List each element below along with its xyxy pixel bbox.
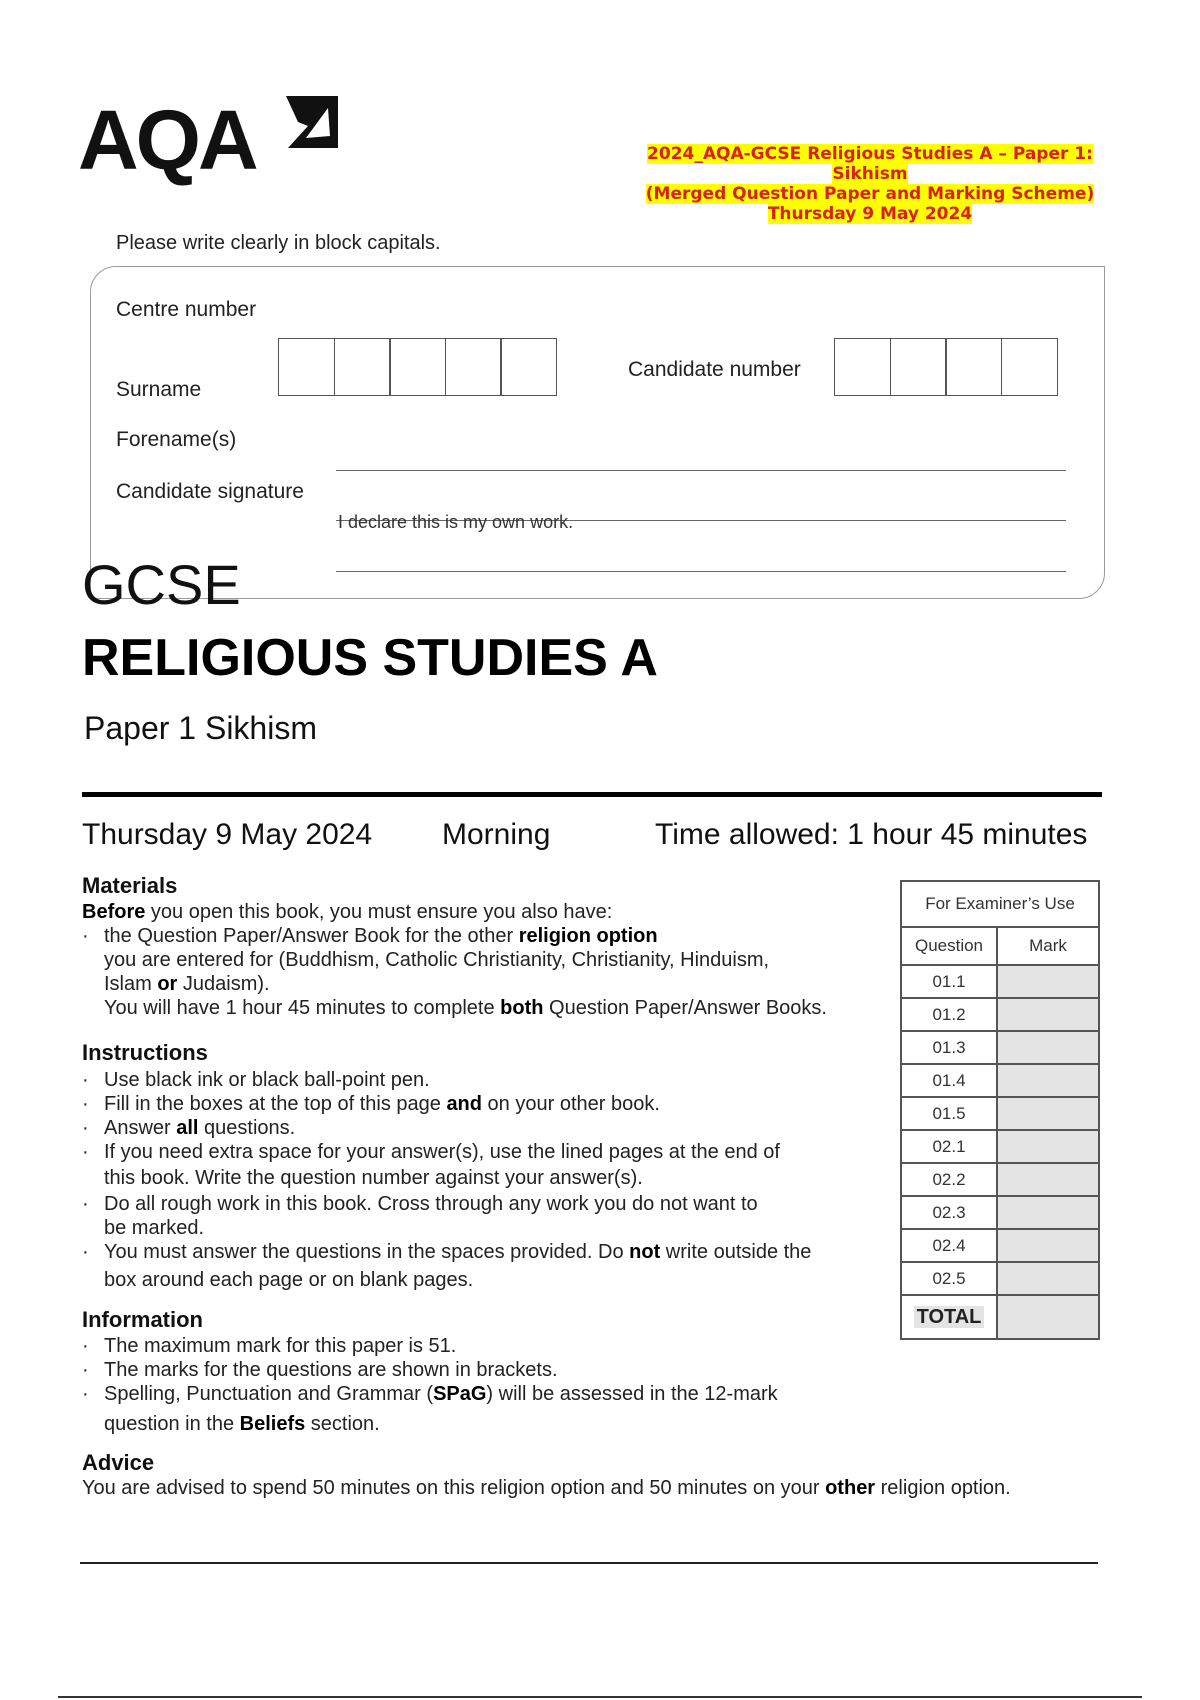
mark-cell[interactable] bbox=[997, 1229, 1099, 1262]
candidate-digit-box[interactable] bbox=[945, 338, 1002, 396]
mark-cell[interactable] bbox=[997, 1262, 1099, 1295]
footer-rule bbox=[80, 1562, 1098, 1564]
instruction-item-line: be marked. bbox=[104, 1217, 205, 1239]
total-row bbox=[901, 1295, 1099, 1339]
table-row bbox=[901, 998, 1099, 1031]
centre-digit-box[interactable] bbox=[389, 338, 446, 396]
question-number: 02.3 bbox=[901, 1196, 997, 1229]
question-number: 02.5 bbox=[901, 1262, 997, 1295]
table-row bbox=[901, 1097, 1099, 1130]
title-line-3: (Merged Question Paper and Marking Scheme) bbox=[645, 184, 1095, 204]
instruction-item: · You must answer the questions in the spaces provided. Do not write outside the bbox=[82, 1241, 812, 1263]
instruction-item: · Answer all questions. bbox=[82, 1117, 296, 1139]
table-row bbox=[901, 965, 1099, 998]
mark-cell[interactable] bbox=[997, 965, 1099, 998]
question-number: 01.2 bbox=[901, 998, 997, 1031]
page-bottom-rule bbox=[58, 1696, 1142, 1698]
question-number: 02.4 bbox=[901, 1229, 997, 1262]
candidate-digit-box[interactable] bbox=[890, 338, 947, 396]
table-row bbox=[901, 1031, 1099, 1064]
centre-number-boxes bbox=[278, 338, 556, 396]
candidate-digit-box[interactable] bbox=[834, 338, 891, 396]
mark-cell[interactable] bbox=[997, 998, 1099, 1031]
table-row bbox=[901, 1130, 1099, 1163]
materials-item-line: Islam or Judaism). bbox=[104, 973, 270, 995]
mark-cell[interactable] bbox=[997, 1130, 1099, 1163]
table-row bbox=[901, 1196, 1099, 1229]
title-line-2: Sikhism bbox=[832, 164, 908, 184]
time-allowed: Time allowed: 1 hour 45 minutes bbox=[655, 818, 1088, 851]
centre-digit-box[interactable] bbox=[445, 338, 502, 396]
instruction-item-line: this book. Write the question number against your answer(s). bbox=[104, 1167, 643, 1189]
materials-heading: Materials bbox=[82, 873, 178, 898]
information-heading: Information bbox=[82, 1307, 203, 1332]
question-number: 01.1 bbox=[901, 965, 997, 998]
aqa-logo bbox=[78, 88, 348, 188]
mark-cell[interactable] bbox=[997, 1064, 1099, 1097]
question-number: 01.3 bbox=[901, 1031, 997, 1064]
instruction-item-line: box around each page or on blank pages. bbox=[104, 1269, 474, 1291]
centre-digit-box[interactable] bbox=[334, 338, 391, 396]
information-item: · The maximum mark for this paper is 51. bbox=[82, 1335, 457, 1357]
centre-digit-box[interactable] bbox=[278, 338, 335, 396]
table-row bbox=[901, 1163, 1099, 1196]
advice-text: You are advised to spend 50 minutes on this religion option and 50 minutes on your other religion option. bbox=[82, 1477, 1011, 1499]
instructions-heading: Instructions bbox=[82, 1040, 208, 1065]
question-column-header: Question bbox=[901, 927, 997, 965]
mark-column-header: Mark bbox=[997, 927, 1099, 965]
examiner-use-table bbox=[900, 880, 1100, 1340]
examiner-table-title: For Examiner’s Use bbox=[901, 881, 1099, 927]
total-label: TOTAL bbox=[901, 1295, 997, 1339]
information-item: · The marks for the questions are shown in brackets. bbox=[82, 1359, 558, 1381]
candidate-number-label: Candidate number bbox=[628, 358, 801, 381]
subject-heading: RELIGIOUS STUDIES A bbox=[82, 629, 658, 687]
instruction-item: · Fill in the boxes at the top of this page and on your other book. bbox=[82, 1093, 660, 1115]
question-number: 02.1 bbox=[901, 1130, 997, 1163]
information-item: · Spelling, Punctuation and Grammar (SPaG) will be assessed in the 12-mark bbox=[82, 1383, 778, 1405]
mark-cell[interactable] bbox=[997, 1031, 1099, 1064]
centre-number-label: Centre number bbox=[116, 298, 257, 321]
forenames-label: Forename(s) bbox=[116, 428, 237, 451]
title-line-1: 2024_AQA-GCSE Religious Studies A – Paper 1: bbox=[647, 144, 1093, 164]
materials-intro: Before you open this book, you must ensure you also have: bbox=[82, 901, 613, 923]
exam-date: Thursday 9 May 2024 bbox=[82, 818, 373, 851]
mark-cell[interactable] bbox=[997, 1196, 1099, 1229]
candidate-signature-label: Candidate signature bbox=[116, 480, 304, 503]
centre-digit-box[interactable] bbox=[500, 338, 557, 396]
question-number: 02.2 bbox=[901, 1163, 997, 1196]
materials-item-line: you are entered for (Buddhism, Catholic Christianity, Christianity, Hinduism, bbox=[104, 949, 770, 971]
instruction-item: · Use black ink or black ball-point pen. bbox=[82, 1069, 430, 1091]
paper-heading: Paper 1 Sikhism bbox=[84, 710, 317, 746]
question-number: 01.5 bbox=[901, 1097, 997, 1130]
logo-text: AQA bbox=[78, 93, 256, 187]
information-item-line: question in the Beliefs section. bbox=[104, 1413, 380, 1435]
forenames-line[interactable] bbox=[336, 470, 1066, 471]
instruction-item: · Do all rough work in this book. Cross through any work you do not want to bbox=[82, 1193, 758, 1215]
table-row bbox=[901, 1262, 1099, 1295]
instruction-item: · If you need extra space for your answer(s), use the lined pages at the end of bbox=[82, 1141, 780, 1163]
exam-session: Morning bbox=[442, 818, 551, 851]
mark-cell[interactable] bbox=[997, 1097, 1099, 1130]
qualification-heading: GCSE bbox=[82, 553, 241, 616]
header-rule bbox=[82, 792, 1102, 797]
table-row bbox=[901, 1064, 1099, 1097]
title-line-4: Thursday 9 May 2024 bbox=[767, 204, 973, 224]
logo-mark-icon bbox=[282, 92, 340, 150]
table-row bbox=[901, 1229, 1099, 1262]
block-capitals-instruction: Please write clearly in block capitals. bbox=[116, 232, 441, 254]
document-title bbox=[620, 144, 1120, 224]
question-number: 01.4 bbox=[901, 1064, 997, 1097]
candidate-number-boxes bbox=[834, 338, 1056, 396]
surname-label: Surname bbox=[116, 378, 202, 401]
materials-item: · the Question Paper/Answer Book for the other religion option bbox=[82, 925, 658, 947]
advice-heading: Advice bbox=[82, 1450, 155, 1475]
candidate-digit-box[interactable] bbox=[1001, 338, 1058, 396]
total-mark-cell[interactable] bbox=[997, 1295, 1099, 1339]
surname-line[interactable] bbox=[336, 571, 1066, 572]
declaration-text: I declare this is my own work. bbox=[338, 512, 574, 532]
mark-cell[interactable] bbox=[997, 1163, 1099, 1196]
materials-item-line: You will have 1 hour 45 minutes to complete both Question Paper/Answer Books. bbox=[104, 997, 827, 1019]
